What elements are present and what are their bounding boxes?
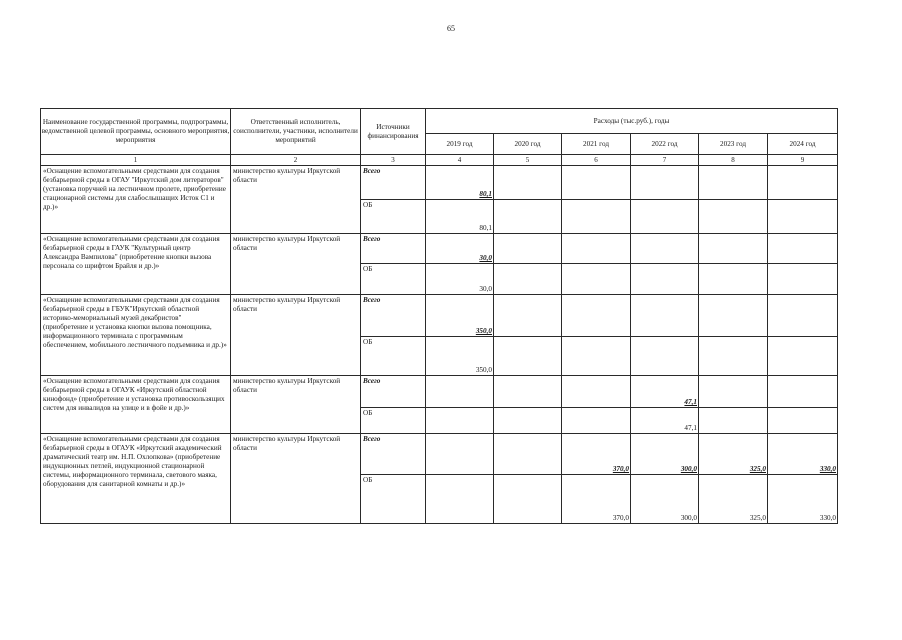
- value-total: [562, 376, 631, 408]
- value-total: [562, 234, 631, 264]
- header-expenses: Расходы (тыс.руб.), годы: [426, 109, 838, 134]
- value-total: [562, 295, 631, 337]
- value-total: [631, 234, 699, 264]
- source-total: Всего: [361, 295, 426, 337]
- value-regional-budget: 80,1: [426, 200, 494, 234]
- value-regional-budget: 300,0: [631, 475, 699, 524]
- value-regional-budget: [768, 200, 838, 234]
- table-row: [41, 376, 838, 408]
- source-total: Всего: [361, 376, 426, 408]
- expenses-table: [40, 108, 838, 524]
- value-total: [631, 295, 699, 337]
- table-row: [41, 434, 838, 475]
- value-total: [494, 376, 562, 408]
- value-regional-budget: [562, 264, 631, 295]
- column-number: 6: [562, 155, 631, 166]
- value-regional-budget: [768, 408, 838, 434]
- value-total: [426, 376, 494, 408]
- responsible-executor: министерство культуры Иркутской области: [231, 295, 361, 376]
- header-year: 2021 год: [562, 134, 631, 155]
- value-regional-budget: [426, 408, 494, 434]
- value-total: [768, 376, 838, 408]
- value-total: [494, 295, 562, 337]
- source-regional-budget: ОБ: [361, 264, 426, 295]
- value-regional-budget: [494, 264, 562, 295]
- value-total: [699, 295, 768, 337]
- source-total: Всего: [361, 434, 426, 475]
- value-total: [699, 376, 768, 408]
- responsible-executor: министерство культуры Иркутской области: [231, 376, 361, 434]
- value-total: [494, 234, 562, 264]
- column-number: 5: [494, 155, 562, 166]
- value-regional-budget: [426, 475, 494, 524]
- measure-name: «Оснащение вспомогательными средствами для создания безбарьерной среды в ГБУК"Иркутский областной историко-мемориальный музей декабристов" (приобретение и установка кнопки вызова помощника, информационного терминала с программным обеспечением, мобильного лестничного подъемника и др.)»: [41, 295, 231, 376]
- measure-name: «Оснащение вспомогательными средствами для создания безбарьерной среды в ОГАУК «Иркутский академический драматический театр им. Н.П. Охлопкова» (приобретение индукционных петлей, индукционной стационарной системы, информационного терминала, светового маяка, оборудования для санитарной комнаты и др.)»: [41, 434, 231, 524]
- header-year: 2022 год: [631, 134, 699, 155]
- value-total: [631, 166, 699, 200]
- column-number: 7: [631, 155, 699, 166]
- header-year: 2023 год: [699, 134, 768, 155]
- value-regional-budget: [768, 337, 838, 376]
- source-regional-budget: ОБ: [361, 408, 426, 434]
- value-total: 80,1: [426, 166, 494, 200]
- value-total: [768, 166, 838, 200]
- value-regional-budget: [562, 408, 631, 434]
- column-number: 4: [426, 155, 494, 166]
- value-regional-budget: 370,0: [562, 475, 631, 524]
- value-regional-budget: [699, 264, 768, 295]
- value-regional-budget: [699, 337, 768, 376]
- value-regional-budget: 350,0: [426, 337, 494, 376]
- measure-name: «Оснащение вспомогательными средствами для создания безбарьерной среды в ОГАУ "Иркутский дом литераторов" (установка поручней на лестничном пролете, приобретение стационарной системы для слабослышащих Исток С1 и др.)»: [41, 166, 231, 234]
- responsible-executor: министерство культуры Иркутской области: [231, 234, 361, 295]
- value-regional-budget: [562, 200, 631, 234]
- column-number: 8: [699, 155, 768, 166]
- value-regional-budget: [494, 200, 562, 234]
- value-total: [494, 434, 562, 475]
- value-regional-budget: [631, 264, 699, 295]
- value-total: 30,0: [426, 234, 494, 264]
- table-row: [41, 234, 838, 264]
- value-regional-budget: 330,0: [768, 475, 838, 524]
- value-total: 325,0: [699, 434, 768, 475]
- source-regional-budget: ОБ: [361, 337, 426, 376]
- page-number: 65: [447, 24, 455, 33]
- table-row: [41, 295, 838, 337]
- value-regional-budget: [494, 408, 562, 434]
- header-responsible: Ответственный исполнитель, соисполнители, участники, исполнители мероприятий: [231, 109, 361, 155]
- header-year: 2024 год: [768, 134, 838, 155]
- value-total: 330,0: [768, 434, 838, 475]
- source-total: Всего: [361, 234, 426, 264]
- value-regional-budget: [562, 337, 631, 376]
- header-source: Источники финансирования: [361, 109, 426, 155]
- value-total: [426, 434, 494, 475]
- value-total: [562, 166, 631, 200]
- value-regional-budget: [699, 408, 768, 434]
- value-regional-budget: [494, 475, 562, 524]
- source-regional-budget: ОБ: [361, 475, 426, 524]
- value-total: 47,1: [631, 376, 699, 408]
- value-regional-budget: 30,0: [426, 264, 494, 295]
- value-regional-budget: [494, 337, 562, 376]
- source-regional-budget: ОБ: [361, 200, 426, 234]
- measure-name: «Оснащение вспомогательными средствами для создания безбарьерной среды в ГАУК "Культурный центр Александра Вампилова" (приобретение кнопки вызова персонала со шрифтом Брайля и др.)»: [41, 234, 231, 295]
- value-regional-budget: [768, 264, 838, 295]
- header-year: 2019 год: [426, 134, 494, 155]
- header-year: 2020 год: [494, 134, 562, 155]
- value-total: [699, 234, 768, 264]
- source-total: Всего: [361, 166, 426, 200]
- column-number: 9: [768, 155, 838, 166]
- value-regional-budget: 325,0: [699, 475, 768, 524]
- table-row: [41, 166, 838, 200]
- header-name: Наименование государственной программы, подпрограммы, ведомственной целевой программы, основного мероприятия, мероприятия: [41, 109, 231, 155]
- value-total: [768, 234, 838, 264]
- value-total: [699, 166, 768, 200]
- value-total: [768, 295, 838, 337]
- value-total: 370,0: [562, 434, 631, 475]
- responsible-executor: министерство культуры Иркутской области: [231, 434, 361, 524]
- value-regional-budget: [699, 200, 768, 234]
- value-regional-budget: 47,1: [631, 408, 699, 434]
- column-number: 1: [41, 155, 231, 166]
- value-total: [494, 166, 562, 200]
- value-total: 350,0: [426, 295, 494, 337]
- column-number: 3: [361, 155, 426, 166]
- responsible-executor: министерство культуры Иркутской области: [231, 166, 361, 234]
- value-regional-budget: [631, 337, 699, 376]
- measure-name: «Оснащение вспомогательными средствами для создания безбарьерной среды в ОГАУК «Иркутский областной кинофонд» (приобретение и установка противоскользящих систем для инвалидов на улице и в фойе и др.)»: [41, 376, 231, 434]
- value-total: 300,0: [631, 434, 699, 475]
- column-number: 2: [231, 155, 361, 166]
- value-regional-budget: [631, 200, 699, 234]
